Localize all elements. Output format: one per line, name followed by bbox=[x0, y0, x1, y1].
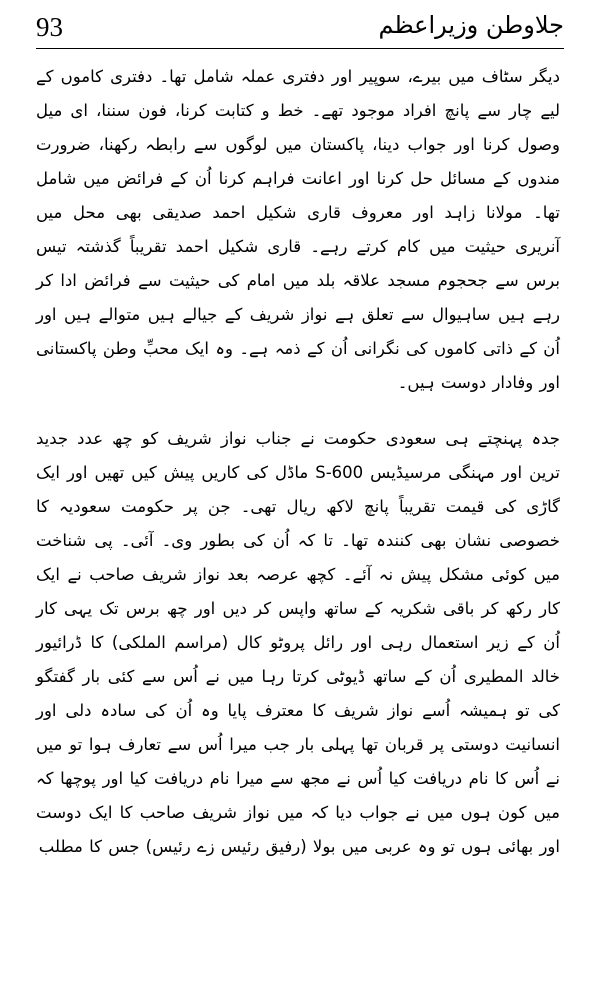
running-title: جلاوطن وزیراعظم bbox=[378, 11, 564, 39]
page-body bbox=[36, 60, 560, 864]
header-divider bbox=[36, 48, 564, 49]
page-header bbox=[36, 6, 564, 48]
paragraph-staff: دیگر سٹاف میں بیرے، سوپیر اور دفتری عملہ شامل تھا۔ دفتری کاموں کے لیے چار سے پانچ افراد موجود تھے۔ خط و کتابت کرنا، فون سننا، ای میل وصول کرنا اور جواب دینا، پاکستان میں لوگوں سے رابطہ رکھنا، ضرورت مندوں کے مسائل حل کرنا اور اعانت فراہم کرنا اُن کے فرائض میں شامل تھا۔ مولانا زاہد اور معروف قاری شکیل احمد صدیقی بھی محل میں آنریری حیثیت میں کام کرتے رہے۔ قاری شکیل احمد تقریباً گذشتہ تیس برس سے جحجوم مسجد علاقہ بلد میں امام کی حیثیت سے فرائض ادا کر رہے ہیں ساہیوال سے تعلق ہے نواز شریف کے جیالے ہیں متوالے ہیں اور اُن کے ذاتی کاموں کی نگرانی اُن کے ذمہ ہے۔ وہ ایک محبِّ وطن پاکستانی اور وفادار دوست ہیں۔ bbox=[36, 67, 560, 392]
page-number: 93 bbox=[36, 12, 63, 42]
paragraph-jeddah-cars: جدہ پہنچتے ہی سعودی حکومت نے جناب نواز شریف کو چھ عدد جدید ترین اور مہنگی مرسیڈیس S-600 ماڈل کی کاریں پیش کیں تھیں اور ایک گاڑی کی قیمت تقریباً پانچ لاکھ ریال تھی۔ جن پر حکومت سعودیہ کا خصوصی نشان بھی کنندہ تھا۔ تا کہ اُن کی بطور وی۔ آئی۔ پی شناخت میں کوئی مشکل پیش نہ آئے۔ کچھ عرصہ بعد نواز شریف صاحب نے ایک کار رکھ کر باقی شکریہ کے ساتھ واپس کر دیں اور چھ برس تک یہی کار اُن کے زیر استعمال رہی اور رائل پروٹو کال (مراسم الملکی) کا ڈرائیور خالد المطیری اُن کے ساتھ ڈیوٹی کرتا رہا میں نے اُس سے کئی بار گفتگو کی تو ہمیشہ اُسے نواز شریف کا معترف پایا وہ اُن کی سادہ دلی اور انسانیت دوستی پر قربان تھا پہلی بار جب میرا اُس سے تعارف ہوا تو میں نے اُس کا نام دریافت کیا اُس نے مجھ سے میرا نام دریافت کیا اور پوچھا کہ میں کون ہوں میں نے جواب دیا کہ میں نواز شریف صاحب کا ایک دوست اور بھائی ہوں تو وہ عربی میں بولا (رفیق رئیس زے رئیس) جس کا مطلب bbox=[36, 429, 560, 856]
